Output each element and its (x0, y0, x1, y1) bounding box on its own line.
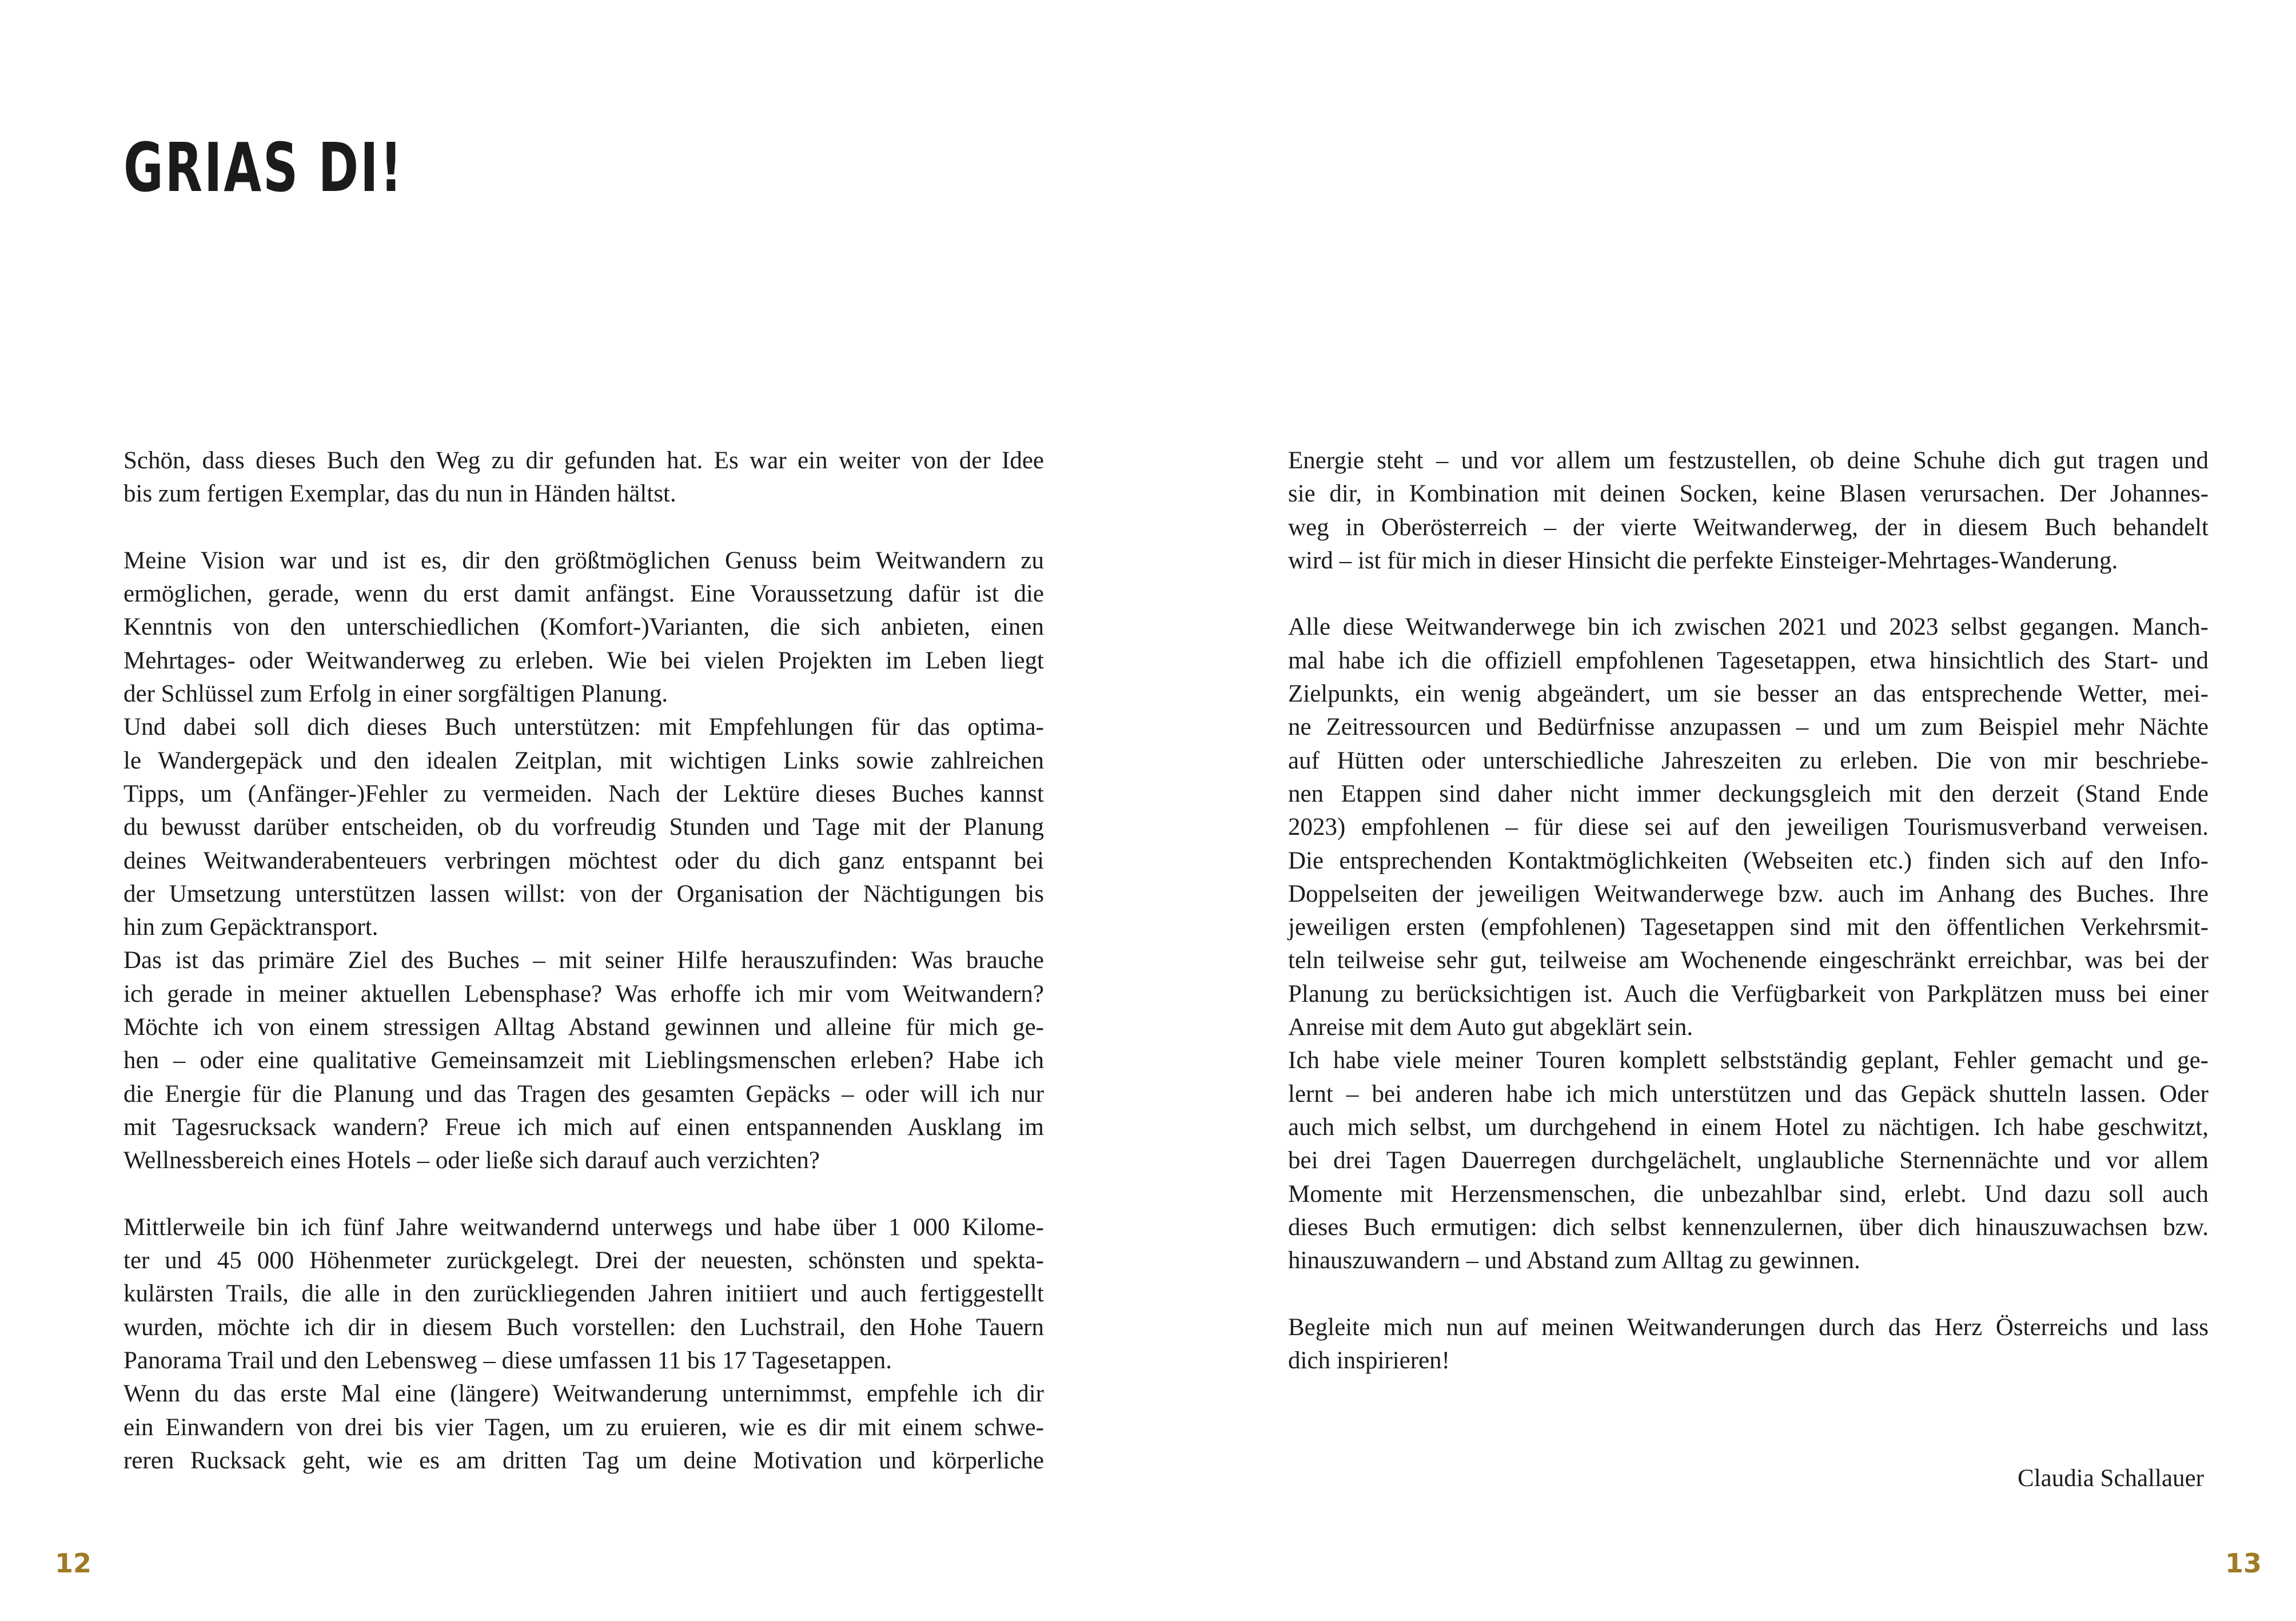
text-line: kulärsten Trails, die alle in den zurückliegenden Jahren initiiert und auch fertiggestellt (123, 1280, 1044, 1308)
text-line: ein Einwandern von drei bis vier Tagen, um zu eruieren, wie es dir mit einem schwe- (123, 1413, 1044, 1441)
text-line: hinauszuwandern – und Abstand zum Alltag zu gewinnen. (1288, 1247, 1860, 1275)
text-line: deines Weitwanderabenteuers verbringen möchtest oder du dich ganz entspannt bei (123, 847, 1044, 874)
text-line: auch mich selbst, um durchgehend in einem Hotel zu nächtigen. Ich habe geschwitzt, (1288, 1113, 2209, 1141)
text-line: Zielpunkts, ein wenig abgeändert, um sie besser an das entsprechende Wetter, mei- (1288, 680, 2209, 708)
text-line: Schön, dass dieses Buch den Weg zu dir gefunden hat. Es war ein weiter von der Idee (123, 447, 1044, 474)
paragraph-gap (123, 1178, 1044, 1211)
text-line: Möchte ich von einem stressigen Alltag Abstand gewinnen und alleine für mich ge- (123, 1014, 1044, 1041)
text-line: weg in Oberösterreich – der vierte Weitwanderweg, der in diesem Buch behandelt (1288, 513, 2209, 541)
text-line: le Wandergepäck und den idealen Zeitplan, mit wichtigen Links sowie zahlreichen (123, 747, 1044, 774)
text-line: Und dabei soll dich dieses Buch unterstützen: mit Empfehlungen für das optima- (123, 714, 1044, 741)
text-line: dieses Buch ermutigen: dich selbst kennenzulernen, über dich hinauszuwachsen bzw. (1288, 1213, 2209, 1241)
text-line: der Umsetzung unterstützen lassen willst: von der Organisation der Nächtigungen bis (123, 880, 1044, 907)
text-line: Alle diese Weitwanderwege bin ich zwischen 2021 und 2023 selbst gegangen. Manch- (1288, 614, 2209, 641)
text-line: lernt – bei anderen habe ich mich unterstützen und das Gepäck shutteln lassen. Oder (1288, 1080, 2209, 1108)
paragraph-gap (123, 511, 1044, 544)
text-line: Meine Vision war und ist es, dir den größtmöglichen Genuss beim Weitwandern zu (123, 547, 1044, 574)
left-text-column (123, 444, 1044, 1477)
text-line: Kenntnis von den unterschiedlichen (Komfort-)Varianten, die sich anbieten, einen (123, 614, 1044, 641)
text-line: Anreise mit dem Auto gut abgeklärt sein. (1288, 1014, 1693, 1041)
page-number-right: 13 (2225, 1548, 2262, 1579)
text-line: die Energie für die Planung und das Tragen des gesamten Gepäcks – oder will ich nur (123, 1080, 1044, 1108)
text-line: reren Rucksack geht, wie es am dritten Tag um deine Motivation und körperliche (123, 1447, 1044, 1474)
text-line: mit Tagesrucksack wandern? Freue ich mich auf einen entspannenden Ausklang im (123, 1113, 1044, 1141)
text-line: hin zum Gepäcktransport. (123, 914, 378, 941)
text-line: 2023) empfohlenen – für diese sei auf den jeweiligen Tourismusverband verweisen. (1288, 814, 2209, 841)
paragraph-gap (1288, 577, 2209, 611)
page-title: GRIAS DI! (123, 128, 404, 207)
text-line: ne Zeitressourcen und Bedürfnisse anzupassen – und um zum Beispiel mehr Nächte (1288, 714, 2209, 741)
text-line: Energie steht – und vor allem um festzustellen, ob deine Schuhe dich gut tragen und (1288, 447, 2209, 474)
text-line: nen Etappen sind daher nicht immer deckungsgleich mit den derzeit (Stand Ende (1288, 780, 2209, 807)
text-line: jeweiligen ersten (empfohlenen) Tagesetappen sind mit den öffentlichen Verkehrsmit- (1288, 914, 2209, 941)
text-line: ermöglichen, gerade, wenn du erst damit anfängst. Eine Voraussetzung dafür ist die (123, 580, 1044, 608)
text-line: wurden, möchte ich dir in diesem Buch vorstellen: den Luchstrail, den Hohe Tauern (123, 1313, 1044, 1341)
text-line: Wenn du das erste Mal eine (längere) Weitwanderung unternimmst, empfehle ich dir (123, 1380, 1044, 1408)
text-line: wird – ist für mich in dieser Hinsicht die perfekte Einsteiger-Mehrtages-Wanderung. (1288, 547, 2118, 574)
text-line: auf Hütten oder unterschiedliche Jahreszeiten zu erleben. Die von mir beschriebe- (1288, 747, 2209, 774)
text-line: ich gerade in meiner aktuellen Lebensphase? Was erhoffe ich mir vom Weitwandern? (123, 980, 1044, 1007)
text-line: dich inspirieren! (1288, 1347, 1450, 1375)
author-signature: Claudia Schallauer (2018, 1465, 2204, 1492)
text-line: sie dir, in Kombination mit deinen Socken, keine Blasen verursachen. Der Johannes- (1288, 480, 2209, 508)
text-line: ter und 45 000 Höhenmeter zurückgelegt. Drei der neuesten, schönsten und spekta- (123, 1247, 1044, 1275)
text-line: Momente mit Herzensmenschen, die unbezahlbar sind, erlebt. Und dazu soll auch (1288, 1180, 2209, 1208)
page-number-left: 12 (55, 1548, 92, 1579)
text-line: bis zum fertigen Exemplar, das du nun in Händen hältst. (123, 480, 676, 508)
text-line: Tipps, um (Anfänger-)Fehler zu vermeiden. Nach der Lektüre dieses Buches kannst (123, 780, 1044, 807)
text-line: hen – oder eine qualitative Gemeinsamzeit mit Lieblingsmenschen erleben? Habe ich (123, 1047, 1044, 1074)
text-line: Panorama Trail und den Lebensweg – diese umfassen 11 bis 17 Tagesetappen. (123, 1347, 892, 1375)
text-line: Mittlerweile bin ich fünf Jahre weitwandernd unterwegs und habe über 1 000 Kilome- (123, 1213, 1044, 1241)
paragraph-gap (1288, 1277, 2209, 1311)
text-line: Die entsprechenden Kontaktmöglichkeiten (Webseiten etc.) finden sich auf den Info- (1288, 847, 2209, 874)
text-line: mal habe ich die offiziell empfohlenen Tagesetappen, etwa hinsichtlich des Start- und (1288, 647, 2209, 674)
text-line: du bewusst darüber entscheiden, ob du vorfreudig Stunden und Tage mit der Planung (123, 814, 1044, 841)
text-line: Wellnessbereich eines Hotels – oder ließe sich darauf auch verzichten? (123, 1147, 820, 1174)
text-line: Das ist das primäre Ziel des Buches – mit seiner Hilfe herauszufinden: Was brauche (123, 947, 1044, 974)
text-line: der Schlüssel zum Erfolg in einer sorgfältigen Planung. (123, 680, 668, 708)
text-line: Planung zu berücksichtigen ist. Auch die Verfügbarkeit von Parkplätzen muss bei einer (1288, 980, 2209, 1007)
text-line: teln teilweise sehr gut, teilweise am Wochenende eingeschränkt erreichbar, was bei der (1288, 947, 2209, 974)
text-line: Ich habe viele meiner Touren komplett selbstständig geplant, Fehler gemacht und ge- (1288, 1047, 2209, 1074)
text-line: Doppelseiten der jeweiligen Weitwanderwege bzw. auch im Anhang des Buches. Ihre (1288, 880, 2209, 907)
text-line: Begleite mich nun auf meinen Weitwanderungen durch das Herz Österreichs und lass (1288, 1313, 2209, 1341)
text-line: Mehrtages- oder Weitwanderweg zu erleben. Wie bei vielen Projekten im Leben liegt (123, 647, 1044, 674)
text-line: bei drei Tagen Dauerregen durchgelächelt, unglaubliche Sternennächte und vor allem (1288, 1147, 2209, 1174)
right-text-column (1288, 444, 2209, 1377)
